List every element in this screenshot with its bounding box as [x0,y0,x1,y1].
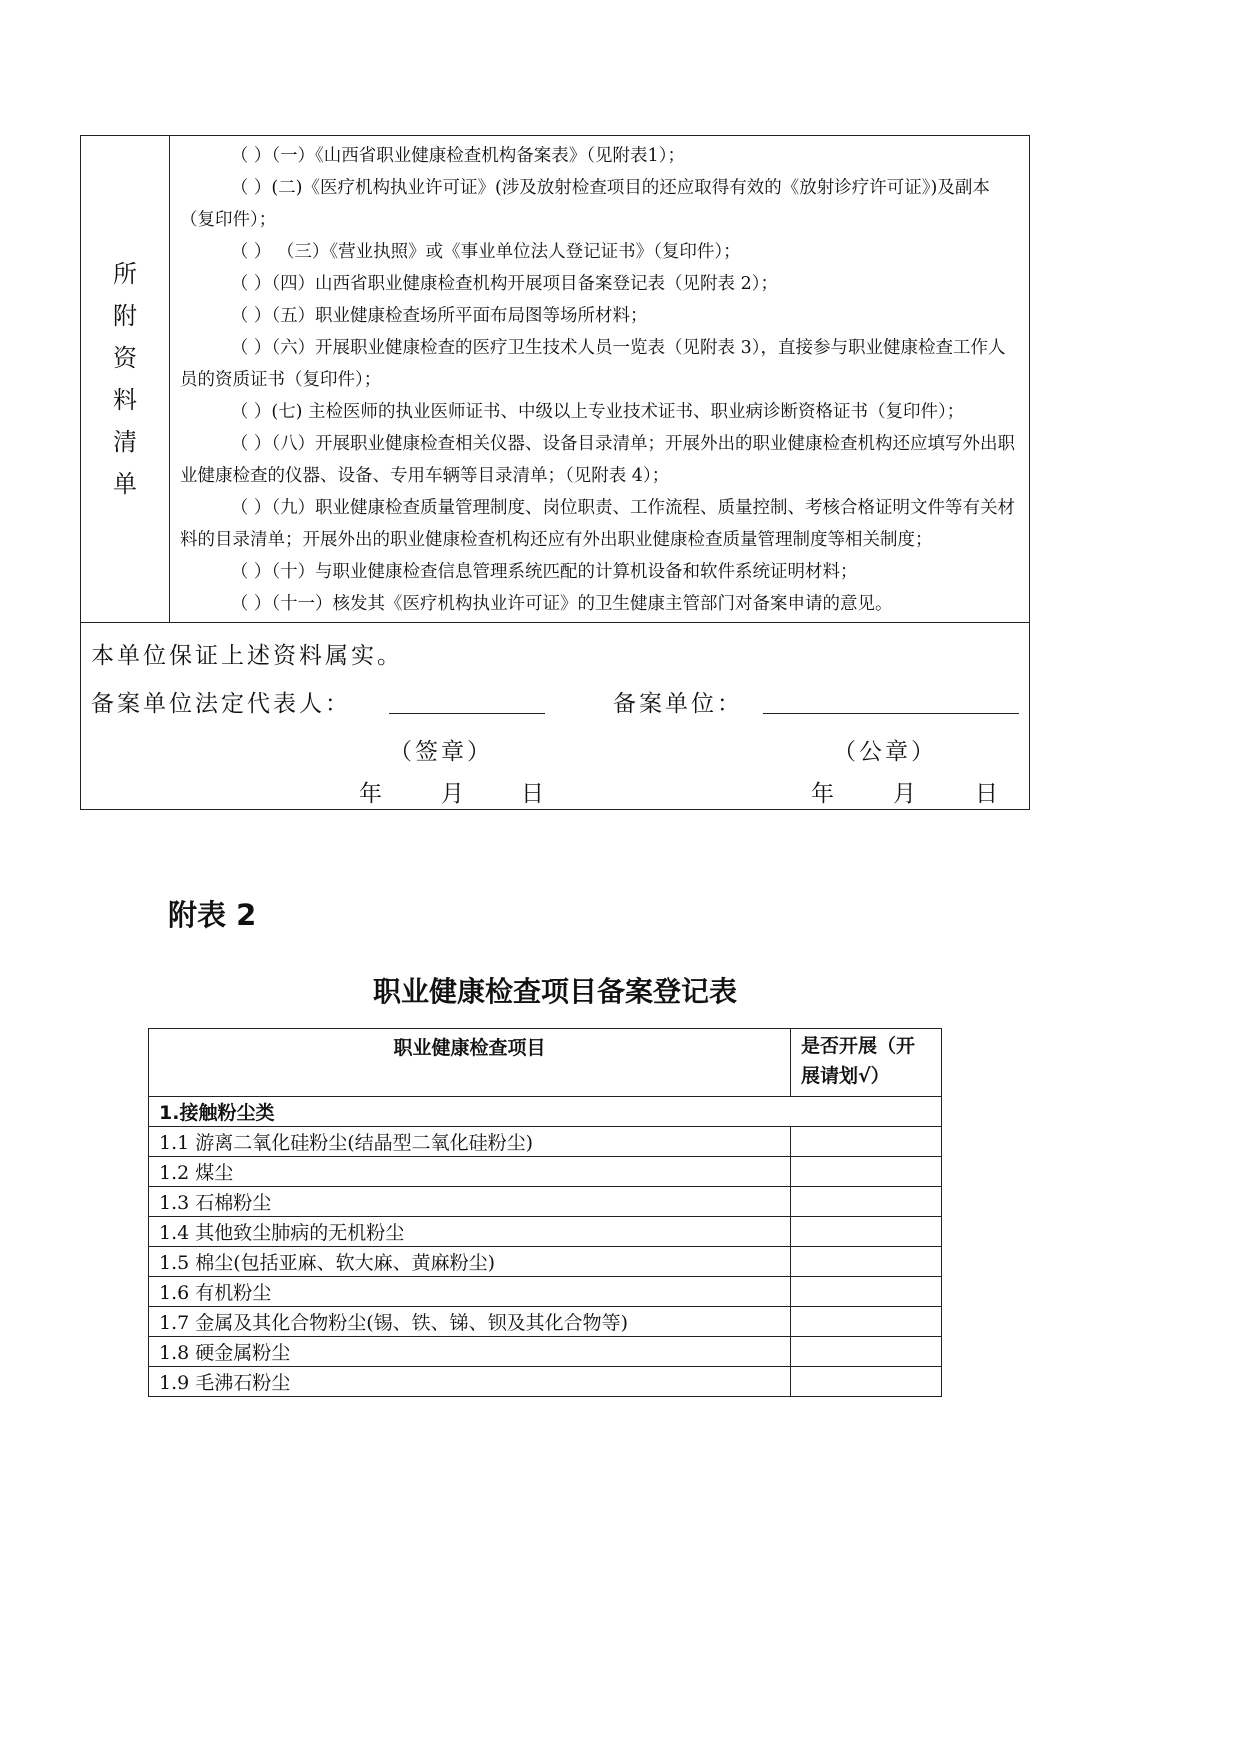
unit-signature-line[interactable] [763,689,1019,714]
checklist-item: （ ）（五）职业健康检查场所平面布局图等场所材料； [230,306,648,326]
label-char: 资 [113,344,137,372]
checklist-item: （ ）(七) 主检医师的执业医师证书、中级以上专业技术证书、职业病诊断资格证书（复印件）； [230,402,965,422]
project-name: 1.3 石棉粉尘 [149,1187,791,1217]
guarantee-statement: 本单位保证上述资料属实。 [91,643,403,669]
checklist-item: （ ）（一）《山西省职业健康检查机构备案表》（见附表1）； [230,146,685,166]
date-month: 月 [441,781,467,807]
attachment-items [170,136,1030,623]
label-char: 所 [113,260,137,288]
table-row [149,1157,942,1187]
checklist-item: （ ）（九）职业健康检查质量管理制度、岗位职责、工作流程、质量控制、考核合格证明文件等有关材料的目录清单；开展外出的职业健康检查机构还应有外出职业健康检查质量管理制度等相关制度； [180,498,1016,550]
checklist-item: （ ）（八）开展职业健康检查相关仪器、设备目录清单；开展外出的职业健康检查机构还应填写外出职业健康检查的仪器、设备、专用车辆等目录清单；（见附表 4）； [180,434,1016,486]
project-name: 1.9 毛沸石粉尘 [149,1367,791,1397]
seal-note: （公章） [833,739,937,765]
checklist-item: （ ）（四）山西省职业健康检查机构开展项目备案登记表（见附表 2）； [230,274,779,294]
conducted-check-cell[interactable] [791,1307,942,1337]
unit-label: 备案单位： [613,691,743,717]
label-char: 单 [113,470,137,498]
attachment-checklist-table [80,135,1030,810]
checklist-item: （ ）（十一）核发其《医疗机构执业许可证》的卫生健康主管部门对备案申请的意见。 [230,594,893,614]
legal-rep-signature-line[interactable] [389,689,545,714]
project-name: 1.6 有机粉尘 [149,1277,791,1307]
table-title: 职业健康检查项目备案登记表 [372,975,737,1008]
table-row [149,1337,942,1367]
date-month: 月 [893,781,919,807]
checklist-item: （ ）（十）与职业健康检查信息管理系统匹配的计算机设备和软件系统证明材料； [230,562,858,582]
date-day: 日 [521,781,547,807]
table-header-row [149,1029,942,1097]
date-day: 日 [975,781,1001,807]
label-char: 料 [113,386,137,414]
signature-section [81,623,1030,810]
project-name: 1.8 硬金属粉尘 [149,1337,791,1367]
conducted-check-cell[interactable] [791,1217,942,1247]
conducted-check-cell[interactable] [791,1187,942,1217]
table-row [149,1367,942,1397]
header-conducted: 是否开展（开展请划√） [791,1029,942,1097]
table-row [149,1217,942,1247]
conducted-check-cell[interactable] [791,1367,942,1397]
table-row [149,1307,942,1337]
table-row [149,1247,942,1277]
date-year: 年 [811,781,837,807]
label-char: 清 [113,428,137,456]
checklist-item: （ ）（六）开展职业健康检查的医疗卫生技术人员一览表（见附表 3），直接参与职业健康检查工作人员的资质证书（复印件）； [180,338,1006,390]
sign-note: （签章） [389,739,493,765]
checklist-item: （ ） （三）《营业执照》或《事业单位法人登记证书》（复印件）； [230,242,741,262]
project-name: 1.2 煤尘 [149,1157,791,1187]
table-row [149,1127,942,1157]
conducted-check-cell[interactable] [791,1247,942,1277]
appendix-heading: 附表 2 [168,898,257,932]
project-name: 1.5 棉尘(包括亚麻、软大麻、黄麻粉尘) [149,1247,791,1277]
project-name: 1.7 金属及其化合物粉尘(锡、铁、锑、钡及其化合物等) [149,1307,791,1337]
table-row [149,1187,942,1217]
conducted-check-cell[interactable] [791,1277,942,1307]
category-row [149,1097,942,1127]
project-registration-table [148,1028,942,1397]
project-name: 1.4 其他致尘肺病的无机粉尘 [149,1217,791,1247]
conducted-check-cell[interactable] [791,1337,942,1367]
label-char: 附 [113,302,137,330]
legal-rep-label: 备案单位法定代表人： [91,691,351,717]
project-name: 1.1 游离二氧化硅粉尘(结晶型二氧化硅粉尘) [149,1127,791,1157]
category-label: 1.接触粉尘类 [149,1097,942,1127]
attachment-list-label [81,136,170,623]
table-row [149,1277,942,1307]
conducted-check-cell[interactable] [791,1127,942,1157]
conducted-check-cell[interactable] [791,1157,942,1187]
date-year: 年 [359,781,385,807]
header-project: 职业健康检查项目 [149,1029,791,1097]
checklist-item: （ ）(二)《医疗机构执业许可证》(涉及放射检查项目的还应取得有效的《放射诊疗许可证》)及副本（复印件）； [180,178,990,230]
